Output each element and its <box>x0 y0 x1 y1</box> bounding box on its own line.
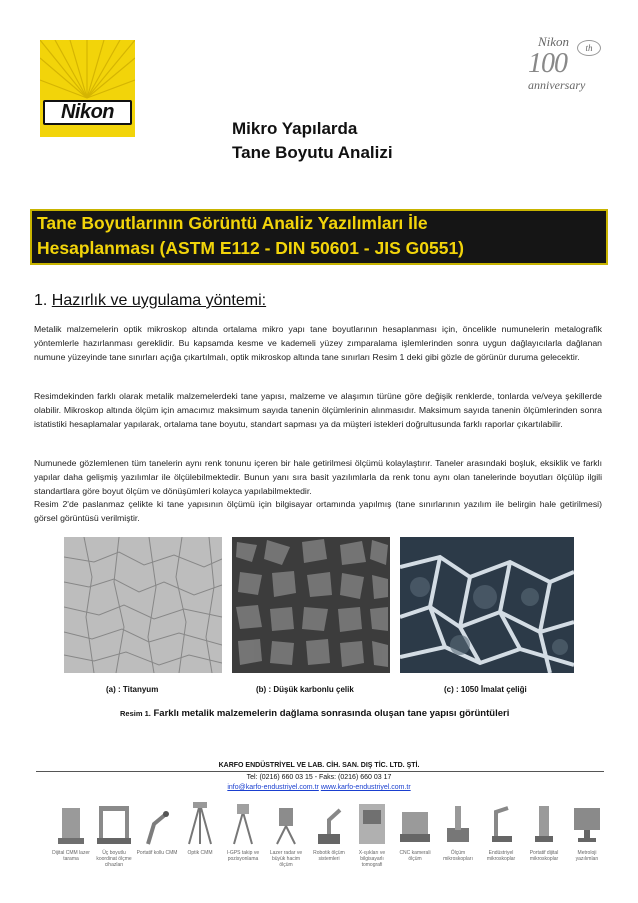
product-item <box>222 798 264 868</box>
measuring-microscope-icon <box>437 798 479 848</box>
footer-phones: Tel: (0216) 660 03 15 - Faks: (0216) 660 03 17 <box>246 774 392 781</box>
product-item <box>179 798 221 868</box>
product-label: Dijital CMM lazer tarama <box>52 850 90 862</box>
product-item <box>93 798 135 868</box>
robotic-measurement-icon <box>308 798 350 848</box>
product-label: Robotik ölçüm sistemleri <box>313 850 345 862</box>
banner-line2: Hesaplanması (ASTM E112 - DIN 50601 - JIS G0551) <box>37 238 464 258</box>
product-label: Endüstriyel mikroskoplar <box>486 850 516 862</box>
footer-divider <box>36 771 604 772</box>
product-label: Portatif dijital mikroskoplar <box>529 850 559 862</box>
product-label: Portatif kollu CMM <box>136 850 178 856</box>
product-item <box>50 798 92 868</box>
anniversary-th: th <box>577 40 601 56</box>
nikon-logo <box>40 40 135 137</box>
anniversary-word: anniversary <box>528 78 586 92</box>
product-label: CNC kamerali ölçüm <box>399 850 431 862</box>
section-heading <box>34 292 266 310</box>
section-title: Hazırlık ve uygulama yöntemi: <box>51 292 267 309</box>
banner-line1: Tane Boyutlarının Görüntü Analiz Yazılımları İle <box>37 213 428 233</box>
footer-contacts <box>0 784 638 791</box>
cmm-machine-icon <box>93 798 135 848</box>
product-label: I-GPS takip ve pozisyonlama <box>226 850 260 862</box>
caption-a: (a) : Titanyum <box>106 685 159 694</box>
paragraph-3: Numunede gözlemlenen tüm tanelerin aynı renk tonunu içeren bir hale getirilmesi ölçümü kolaylaştırır. Taneler arasındaki boşluk, eksiklik ve farklı yapılar daha gelişmiş yazılımlar ile ölçülebilmektedir. Bunun yanı sıra basit yazılımlarla da renk tonu aynı olan tanelerinde boyutları ölçülüp ilgili standartlara göre boyut ölçüm ve dönüşümleri kolayca yapılabilmektedir. <box>34 458 602 496</box>
cmm-scanner-icon <box>50 798 92 848</box>
metrology-software-icon <box>566 798 608 848</box>
anniversary-number: 100 <box>528 48 567 79</box>
product-item <box>394 798 436 868</box>
footer-company: KARFO ENDÜSTRİYEL VE LAB. CİH. SAN. DIŞ TİC. LTD. ŞTİ. <box>218 762 420 769</box>
product-item <box>437 798 479 868</box>
product-strip <box>50 798 610 868</box>
paragraph-4: Resim 2'de paslanmaz çelikte ki tane yapısının ölçümü için bilgisayar ortamında yapılmış (tane sınırlarının yazılım ile belirgin hale getirilmesi) görsel görüntüsü verilmiştir. <box>34 499 602 523</box>
cnc-camera-icon <box>394 798 436 848</box>
caption-b: (b) : Düşük karbonlu çelik <box>256 685 354 694</box>
micrograph-1050-steel <box>400 537 574 673</box>
topic-banner <box>30 209 608 265</box>
micrograph-titanium <box>64 537 222 673</box>
figure-caption-text: Farklı metalik malzemelerin dağlama sonrasında oluşan tane yapısı görüntüleri <box>153 708 510 719</box>
logo-text: Nikon <box>60 101 115 123</box>
anniversary-mark <box>528 34 608 94</box>
product-label: Optik CMM <box>187 850 213 856</box>
micrograph-low-carbon-steel <box>232 537 390 673</box>
igps-icon <box>222 798 264 848</box>
product-item <box>351 798 393 868</box>
caption-c: (c) : 1050 İmalat çeliği <box>444 685 527 694</box>
paragraph-1: Metalik malzemelerin optik mikroskop altında ortalama mikro yapı tane boyutlarının hesaplanması için, öncelikle numunelerin metalografik yöntemlerle hazırlanması gereklidir. Bu kapsamda kesme ve kademeli yüzey zımparalama işlemlerinden sonra uygun dağlayıcılarla dağlanan numune yüzeyinde tane sınırları açığa çıkartılmalı, optik mikroskop altında tane sınırları Resim 1 deki gibi gözle de görünür duruma gelecektir. <box>34 324 602 362</box>
product-item <box>308 798 350 868</box>
product-label: Metroloji yazılımları <box>575 850 599 862</box>
industrial-microscope-icon <box>480 798 522 848</box>
figure-label: Resim 1. <box>120 709 151 718</box>
section-number: 1. <box>34 292 48 309</box>
product-item <box>136 798 178 868</box>
product-label: Ölçüm mikroskopları <box>443 850 473 862</box>
product-label: X-ışıkları ve bilgisayarlı tomografi <box>358 850 386 868</box>
page-title-line1: Mikro Yapılarda <box>232 119 358 138</box>
product-item <box>523 798 565 868</box>
xray-ct-icon <box>351 798 393 848</box>
product-label: Üç boyutlu koordinat ölçme cihazları <box>96 850 132 868</box>
portable-digital-microscope-icon <box>523 798 565 848</box>
product-item <box>265 798 307 868</box>
laser-radar-icon <box>265 798 307 848</box>
page-title-line2: Tane Boyutu Analizi <box>232 143 393 162</box>
portable-arm-icon <box>136 798 178 848</box>
anniversary-brand: Nikon <box>538 34 570 49</box>
product-item <box>480 798 522 868</box>
product-label: Lazer radar ve büyük hacim ölçüm <box>269 850 303 868</box>
footer-website-link[interactable]: www.karfo-endustriyel.com.tr <box>320 784 411 791</box>
footer-email-link[interactable]: info@karfo-endustriyel.com.tr <box>227 784 319 791</box>
optical-cmm-icon <box>179 798 221 848</box>
product-item <box>566 798 608 868</box>
paragraph-2: Resimdekinden farklı olarak metalik malzemelerdeki tane yapısı, malzeme ve alaşımın türüne göre değişik renklerde, tonlarda ve/veya şekillerde olabilir. Mikroskop altında ölçüm için amacımız maksimum sayıda tanenin ölçümlerinin alınmasıdır. Maksimum sayıda tanenin ölçümlerinden sonra istatistiki hesaplamalar yapılarak, ortalama tane boyutu, standart sapması ya da müşteri istekleri doğrultusunda farklı raporlar çıkartılabilir. <box>34 391 602 429</box>
logo-wordmark <box>43 100 132 125</box>
figure-caption <box>120 708 509 719</box>
